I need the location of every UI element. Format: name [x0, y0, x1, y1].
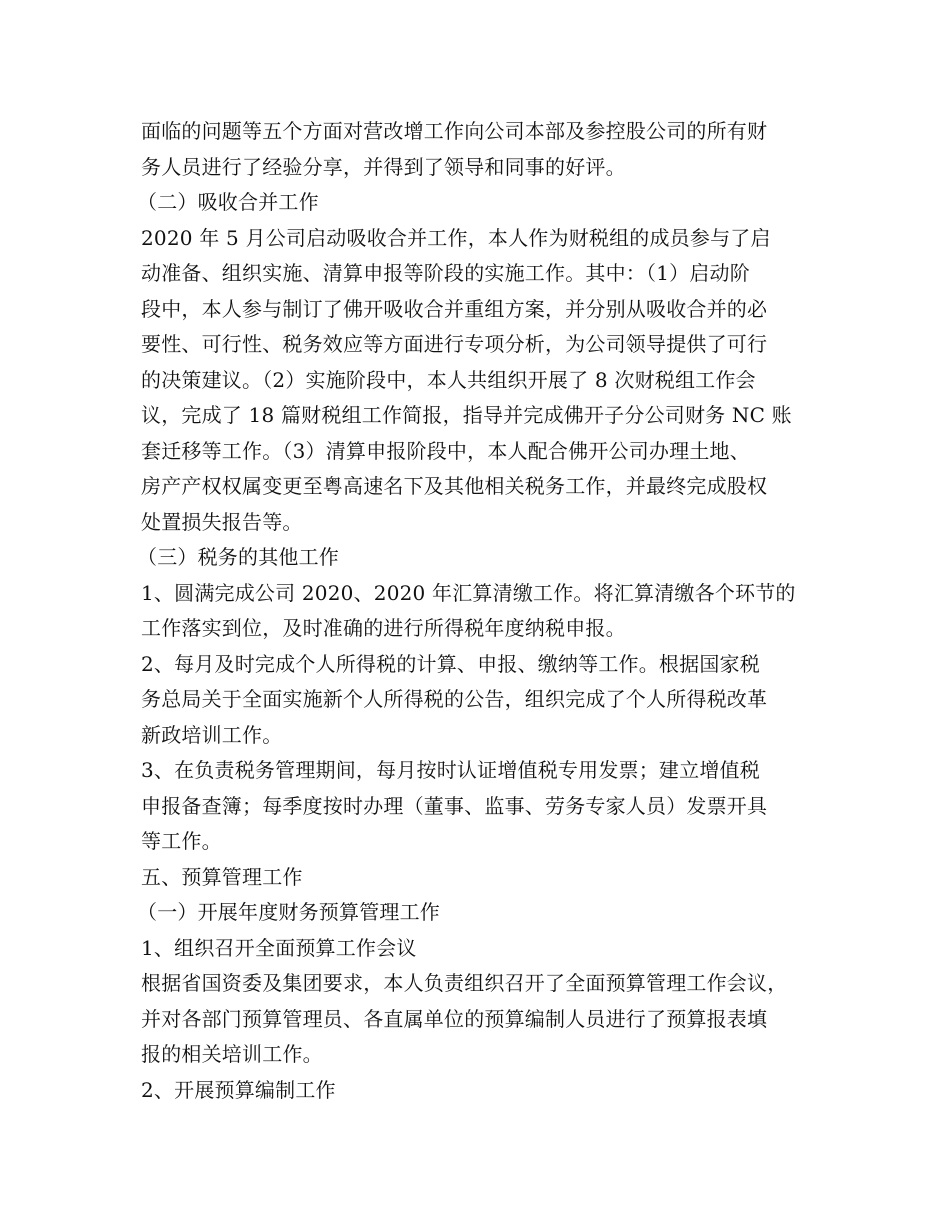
- section-heading: （三）税务的其他工作: [137, 545, 339, 569]
- text-line: 1、圆满完成公司 2020、2020 年汇算清缴工作。将汇算清缴各个环节的: [141, 580, 796, 605]
- text-line: 处置损失报告等。: [141, 509, 303, 534]
- text-line: 2020 年 5 月公司启动吸收合并工作，本人作为财税组的成员参与了启: [141, 225, 771, 250]
- text-line: 段中，本人参与制订了佛开吸收合并重组方案，并分别从吸收合并的必: [141, 296, 768, 321]
- text-line: 动准备、组织实施、清算申报等阶段的实施工作。其中：（1）启动阶: [141, 261, 750, 285]
- text-line: 工作落实到位，及时准确的进行所得税年度纳税申报。: [141, 616, 626, 640]
- subsection-heading: （一）开展年度财务预算管理工作: [137, 900, 440, 924]
- text-line: 2、每月及时完成个人所得税的计算、申报、缴纳等工作。根据国家税: [141, 651, 760, 676]
- text-line: 并对各部门预算管理员、各直属单位的预算编制人员进行了预算报表填: [141, 1006, 768, 1031]
- document-body: [137, 114, 826, 1108]
- text-line: 房产产权权属变更至粤高速名下及其他相关税务工作，并最终完成股权: [141, 474, 768, 498]
- text-line: 等工作。: [141, 829, 222, 853]
- text-line: 报的相关培训工作。: [141, 1042, 323, 1066]
- text-line: 面临的问题等五个方面对营改增工作向公司本部及参控股公司的所有财: [141, 119, 768, 143]
- text-line: 议，完成了 18 篇财税组工作简报，指导并完成佛开子分公司财务 NC 账: [141, 403, 792, 427]
- text-line: 要性、可行性、税务效应等方面进行专项分析，为公司领导提供了可行: [141, 332, 768, 356]
- text-line: 新政培训工作。: [141, 722, 283, 747]
- text-line: 根据省国资委及集团要求，本人负责组织召开了全面预算管理工作会议，: [141, 971, 788, 995]
- text-line: 务人员进行了经验分享，并得到了领导和同事的好评。: [141, 154, 626, 179]
- text-line: 的决策建议。（2）实施阶段中，本人共组织开展了 8 次财税组工作会: [141, 367, 756, 392]
- section-heading: （二）吸收合并工作: [137, 190, 319, 214]
- item-heading: 2、开展预算编制工作: [141, 1077, 336, 1102]
- item-heading: 1、组织召开全面预算工作会议: [141, 935, 417, 960]
- text-line: 套迁移等工作。（3）清算申报阶段中，本人配合佛开公司办理土地、: [141, 438, 750, 463]
- text-line: 3、在负责税务管理期间，每月按时认证增值税专用发票；建立增值税: [141, 758, 760, 782]
- text-line: 申报备查簿；每季度按时办理（董事、监事、劳务专家人员）发票开具: [141, 793, 768, 818]
- section-heading: 五、预算管理工作: [141, 864, 303, 889]
- text-line: 务总局关于全面实施新个人所得税的公告，组织完成了个人所得税改革: [141, 687, 768, 711]
